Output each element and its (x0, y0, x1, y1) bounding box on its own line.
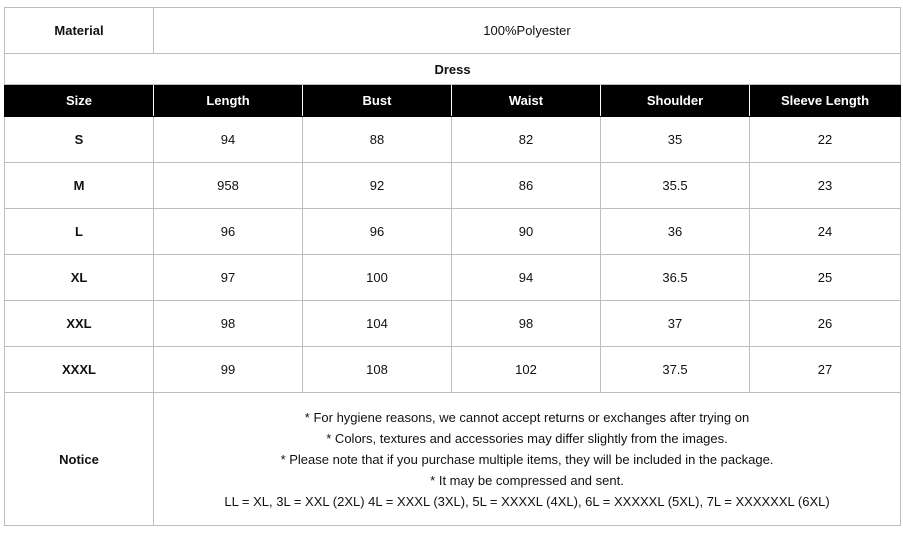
size-cell: L (5, 209, 154, 255)
table-row (5, 347, 901, 393)
size-cell: S (5, 117, 154, 163)
sleeve-length-cell: 24 (750, 209, 901, 255)
size-cell: XXL (5, 301, 154, 347)
size-cell: XXXL (5, 347, 154, 393)
bust-cell: 104 (303, 301, 452, 347)
waist-cell: 86 (452, 163, 601, 209)
notice-label: Notice (5, 393, 154, 526)
length-cell: 96 (154, 209, 303, 255)
bust-cell: 100 (303, 255, 452, 301)
size-cell: M (5, 163, 154, 209)
waist-cell: 90 (452, 209, 601, 255)
table-row (5, 301, 901, 347)
shoulder-cell: 35.5 (601, 163, 750, 209)
header-row (5, 85, 901, 117)
notice-line: * It may be compressed and sent. (430, 472, 624, 488)
notice-line: * Colors, textures and accessories may differ slightly from the images. (326, 430, 728, 446)
bust-cell: 92 (303, 163, 452, 209)
table-row (5, 209, 901, 255)
sleeve-length-cell: 27 (750, 347, 901, 393)
section-title: Dress (5, 54, 901, 85)
notice-content (154, 393, 901, 526)
shoulder-cell: 37.5 (601, 347, 750, 393)
table-row (5, 163, 901, 209)
size-cell: XL (5, 255, 154, 301)
table-row (5, 117, 901, 163)
header-sleeve-length: Sleeve Length (750, 85, 901, 117)
shoulder-cell: 37 (601, 301, 750, 347)
bust-cell: 108 (303, 347, 452, 393)
sleeve-length-cell: 23 (750, 163, 901, 209)
header-length: Length (154, 85, 303, 117)
waist-cell: 82 (452, 117, 601, 163)
header-size: Size (5, 85, 154, 117)
length-cell: 958 (154, 163, 303, 209)
shoulder-cell: 36.5 (601, 255, 750, 301)
header-bust: Bust (303, 85, 452, 117)
length-cell: 98 (154, 301, 303, 347)
sleeve-length-cell: 25 (750, 255, 901, 301)
notice-line: * Please note that if you purchase multiple items, they will be included in the package. (280, 451, 774, 467)
material-label: Material (5, 8, 154, 54)
table-row (5, 255, 901, 301)
waist-cell: 94 (452, 255, 601, 301)
length-cell: 97 (154, 255, 303, 301)
bust-cell: 88 (303, 117, 452, 163)
waist-cell: 98 (452, 301, 601, 347)
header-waist: Waist (452, 85, 601, 117)
sleeve-length-cell: 22 (750, 117, 901, 163)
shoulder-cell: 35 (601, 117, 750, 163)
section-title-row (5, 54, 901, 85)
bust-cell: 96 (303, 209, 452, 255)
size-conversion-line: LL = XL, 3L = XXL (2XL) 4L = XXXL (3XL), 5L = XXXXL (4XL), 6L = XXXXXL (5XL), 7L = XXXXXXL (6XL) (224, 493, 830, 509)
length-cell: 99 (154, 347, 303, 393)
sleeve-length-cell: 26 (750, 301, 901, 347)
notice-line: * For hygiene reasons, we cannot accept returns or exchanges after trying on (304, 409, 750, 425)
material-row (5, 8, 901, 54)
material-value: 100%Polyester (154, 8, 901, 54)
notice-row (5, 393, 901, 526)
header-shoulder: Shoulder (601, 85, 750, 117)
length-cell: 94 (154, 117, 303, 163)
shoulder-cell: 36 (601, 209, 750, 255)
waist-cell: 102 (452, 347, 601, 393)
size-chart-table (4, 7, 901, 526)
